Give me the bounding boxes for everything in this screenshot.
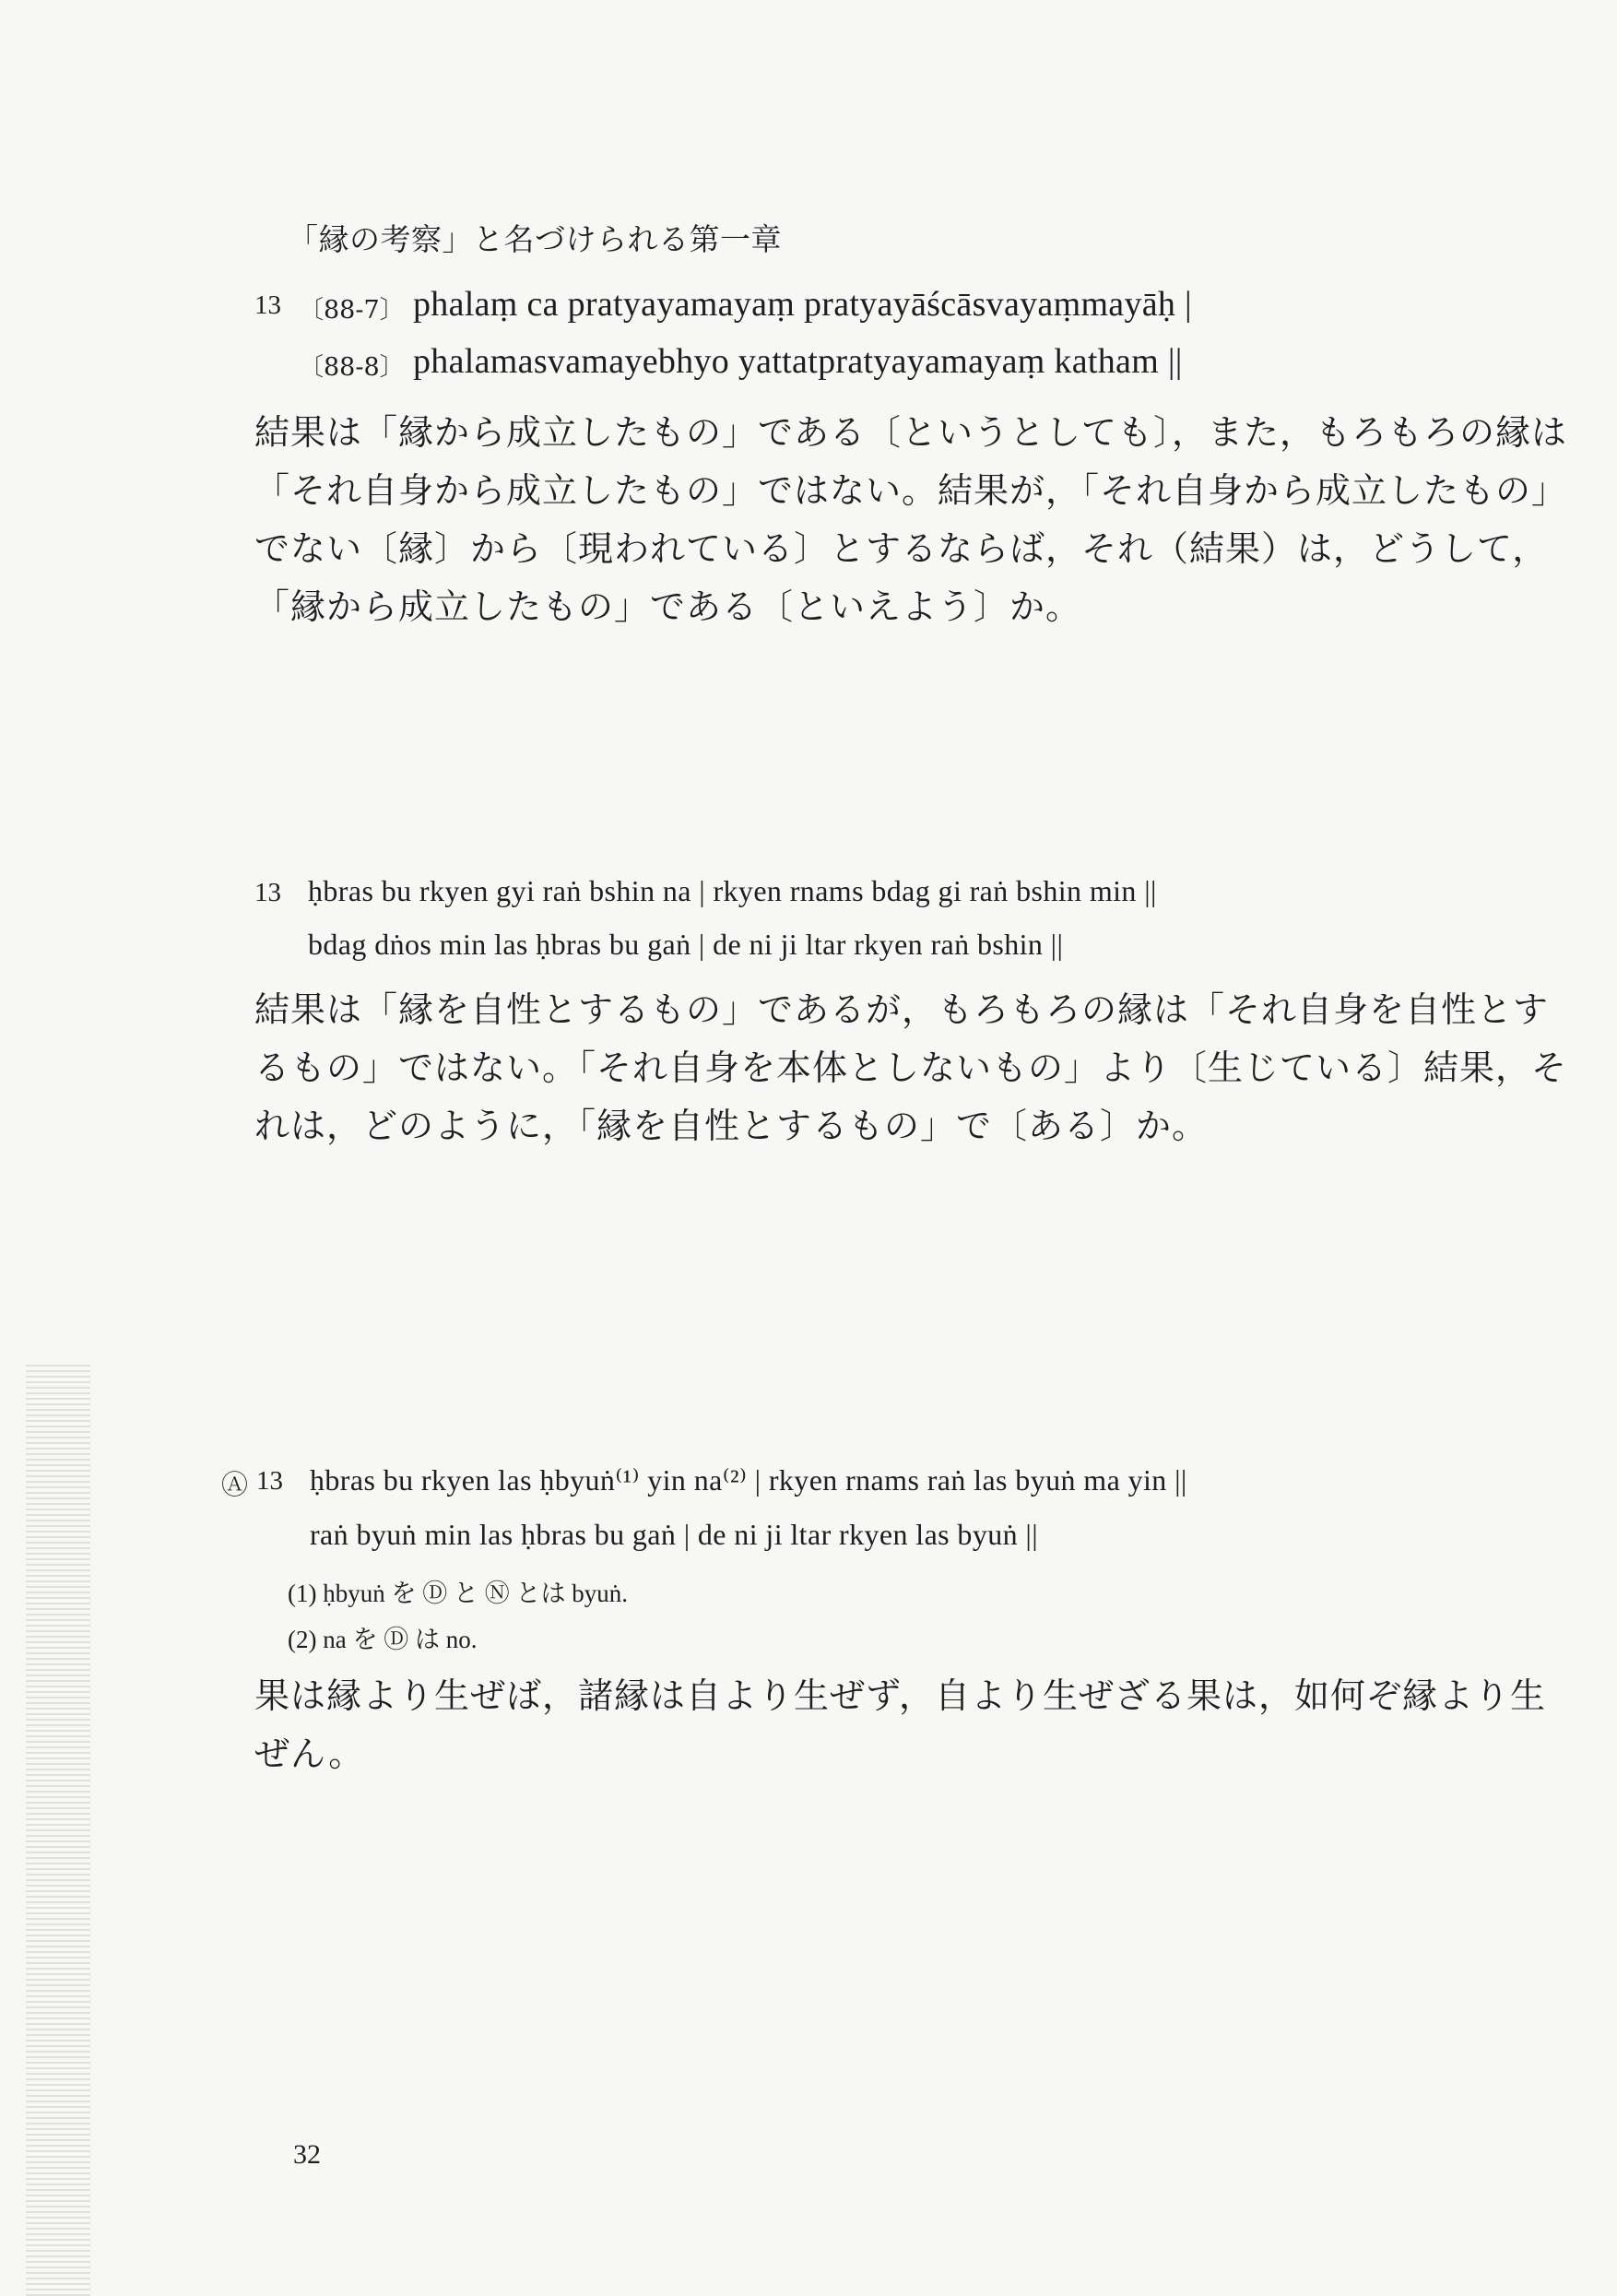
scan-edge-artifact	[26, 1365, 90, 2296]
tib2-line2: raṅ byuṅ min las ḥbras bu gaṅ | de ni ji ltar rkyen las byuṅ ||	[310, 1518, 1039, 1551]
tib1-line2: bdag dṅos min las ḥbras bu gaṅ | de ni ji ltar rkyen raṅ bshin ||	[308, 928, 1064, 961]
jp-translation-3-line2: ぜん。	[254, 1734, 365, 1774]
skt-line2: phalamasvamayebhyo yattatpratyayamayaṃ katham ||	[413, 342, 1183, 381]
jp-translation-2-line1: 結果は「縁を自性とするもの」であるが，もろもろの縁は「それ自身を自性とす	[254, 989, 1550, 1030]
chapter-header: 「縁の考察」と名づけられる第一章	[288, 221, 782, 257]
footnote-2: (2) na を Ⓓ は no.	[288, 1626, 478, 1653]
jp-translation-3-line1: 果は縁より生ぜば，諸縁は自より生ぜず，自より生ぜざる果は，如何ぞ縁より生	[254, 1675, 1546, 1716]
tib2-edition-marker: Ⓐ	[221, 1469, 249, 1500]
footnote-1: (1) ḥbyuṅ を Ⓓ と Ⓝ とは byuṅ.	[288, 1580, 628, 1607]
jp-translation-2-line2: るもの」ではない。「それ自身を本体としないもの」より〔生じている〕結果，そ	[254, 1047, 1568, 1088]
jp-translation-1-line1: 結果は「縁から成立したもの」である〔というとしても〕，また，もろもろの縁は	[254, 412, 1568, 453]
jp-translation-1-line2: 「それ自身から成立したもの」ではない。結果が，「それ自身から成立したもの」	[254, 470, 1568, 511]
skt-line1-ref: 〔88-7〕	[299, 296, 405, 325]
jp-translation-1-line3: でない〔縁〕から〔現われている〕とするならば，それ（結果）は，どうして，	[254, 528, 1549, 569]
tib2-line1: ḥbras bu rkyen las ḥbyuṅ⁽¹⁾ yin na⁽²⁾ | rkyen rnams raṅ las byuṅ ma yin ||	[310, 1463, 1187, 1497]
page-number: 32	[293, 2139, 321, 2170]
tib1-verse-number: 13	[254, 878, 281, 907]
skt-verse-number: 13	[254, 290, 281, 320]
jp-translation-2-line3: れは，どのように，「縁を自性とするもの」で〔ある〕か。	[254, 1106, 1209, 1146]
jp-translation-1-line4: 「縁から成立したもの」である〔といえよう〕か。	[254, 586, 1082, 627]
skt-line1: phalaṃ ca pratyayamayaṃ pratyayāścāsvayaṃmayāḥ |	[413, 285, 1192, 324]
skt-line2-ref: 〔88-8〕	[299, 353, 405, 382]
tib1-line1: ḥbras bu rkyen gyi raṅ bshin na | rkyen rnams bdag gi raṅ bshin min ||	[308, 874, 1157, 907]
tib2-verse-number: 13	[256, 1466, 283, 1496]
